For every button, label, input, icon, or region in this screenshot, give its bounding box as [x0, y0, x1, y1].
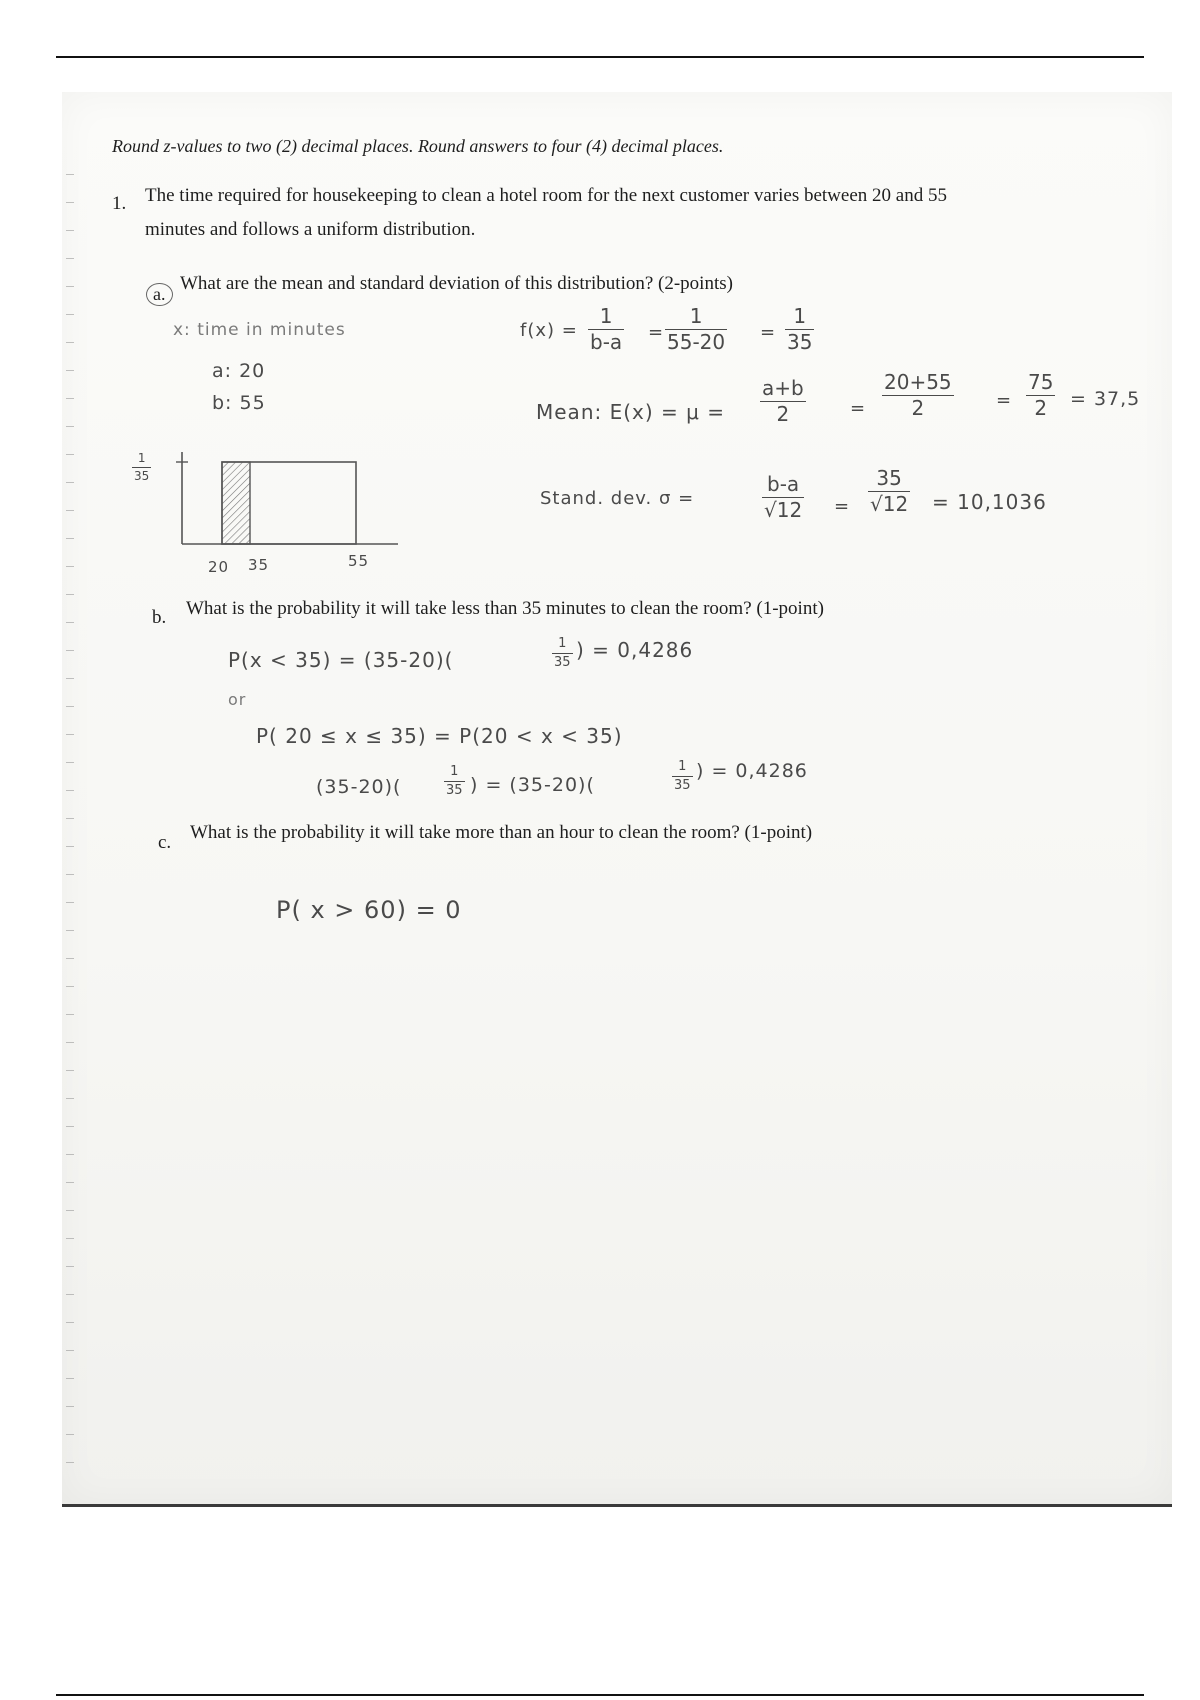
- graph-x-label-35: 35: [248, 556, 270, 574]
- hw-sd-denominator-2: √12: [870, 492, 909, 516]
- hw-b-line3-fraction-2: [672, 760, 693, 792]
- hw-b-line3-part3: ) = 0,4286: [696, 760, 808, 782]
- hw-b-line1-numerator: 1: [558, 636, 567, 651]
- hw-b-line3-denominator-2: 35: [674, 777, 691, 793]
- hw-mean-fraction-3: [1026, 372, 1055, 419]
- hw-sd-fraction-1: [762, 474, 804, 521]
- graph-x-label-20: 20: [208, 558, 230, 576]
- hw-mean-denominator-3: 2: [1034, 396, 1048, 420]
- hw-mean-denominator-1: 2: [776, 402, 790, 426]
- part-b-label: b.: [152, 607, 167, 628]
- top-rule: [56, 56, 1144, 58]
- hw-equals: =: [648, 322, 665, 343]
- hw-fx-numerator-1: 1: [599, 304, 613, 328]
- hw-b-line1: P(x < 35) = (35-20)(: [228, 648, 454, 672]
- part-a-label: a.: [146, 283, 173, 306]
- hw-mean-numerator-2: 20+55: [884, 370, 952, 394]
- hw-mean-fraction-1: [760, 378, 806, 425]
- hw-equals: =: [850, 398, 867, 419]
- hw-fx-denominator-2: 55-20: [667, 330, 726, 354]
- hw-fx-denominator-1: b-a: [590, 330, 623, 354]
- hw-variable-definition: x: time in minutes: [173, 320, 346, 340]
- hw-b-line1-fraction: [552, 637, 573, 669]
- hw-b-line3-numerator-1: 1: [450, 764, 459, 779]
- question-number: 1.: [112, 193, 127, 214]
- graph-x-label-55: 55: [348, 552, 370, 570]
- hw-fx-denominator-3: 35: [787, 330, 813, 354]
- part-a-question: What are the mean and standard deviation of this distribution? (2-points): [180, 273, 733, 294]
- hw-equals: =: [996, 390, 1013, 411]
- hw-fx-fraction-2: [665, 306, 727, 353]
- hw-sd-numerator-1: b-a: [767, 472, 800, 496]
- hw-fx-numerator-2: 1: [689, 304, 703, 328]
- hw-b-line3-part2: ) = (35-20)(: [470, 774, 595, 796]
- graph-y-label-denominator: 35: [134, 468, 150, 483]
- hw-mean-fraction-2: [882, 372, 954, 419]
- hw-sd-denominator-1: √12: [764, 498, 803, 522]
- hw-b-line3-denominator-1: 35: [446, 782, 463, 798]
- hw-b-line2: P( 20 ≤ x ≤ 35) = P(20 < x < 35): [256, 724, 623, 748]
- hw-a-value: a: 20: [212, 360, 266, 382]
- hw-b-line3-fraction-1: [444, 765, 465, 797]
- hw-equals: =: [760, 322, 777, 343]
- part-c-question: What is the probability it will take more than an hour to clean the room? (1-point): [190, 822, 813, 843]
- hw-fx-numerator-3: 1: [793, 304, 807, 328]
- hw-sd-result: = 10,1036: [932, 490, 1047, 514]
- hw-mean-result: = 37,5: [1070, 388, 1141, 410]
- uniform-distribution-sketch: [130, 440, 410, 550]
- hw-sd-numerator-2: 35: [876, 466, 902, 490]
- bottom-rule: [56, 1694, 1144, 1696]
- hw-mean-numerator-1: a+b: [762, 376, 804, 400]
- hw-b-line3-part1: (35-20)(: [316, 776, 402, 798]
- hw-b-line3-numerator-2: 1: [678, 759, 687, 774]
- part-c-label: c.: [158, 832, 172, 853]
- hw-fx-label: f(x) =: [520, 320, 578, 341]
- question-text-line2: minutes and follows a uniform distribution.: [145, 219, 476, 240]
- hw-b-line1-denominator: 35: [554, 654, 571, 670]
- part-b-question: What is the probability it will take less than 35 minutes to clean the room? (1-point): [186, 598, 824, 619]
- hw-b-line1-end: ) = 0,4286: [576, 638, 694, 662]
- margin-tick-marks: [66, 150, 74, 1480]
- graph-y-label-numerator: 1: [137, 451, 146, 465]
- hw-fx-fraction-1: [588, 306, 624, 353]
- scanned-worksheet: [62, 92, 1172, 1507]
- hw-sd-label: Stand. dev. σ =: [540, 488, 695, 509]
- hw-fx-fraction-3: [785, 306, 814, 353]
- instructions: Round z-values to two (2) decimal places. Round answers to four (4) decimal places.: [112, 136, 724, 156]
- hw-b-value: b: 55: [212, 392, 266, 414]
- hw-sd-fraction-2: [868, 468, 910, 515]
- hw-mean-denominator-2: 2: [911, 396, 925, 420]
- hw-c-answer: P( x > 60) = 0: [276, 896, 462, 924]
- graph-shaded-area: [222, 462, 250, 544]
- hw-b-or: or: [228, 690, 247, 709]
- question-text-line1: The time required for housekeeping to clean a hotel room for the next customer varies between 20 and 55: [145, 185, 947, 206]
- hw-equals: =: [834, 496, 851, 517]
- hw-mean-numerator-3: 75: [1028, 370, 1054, 394]
- hw-mean-label: Mean: E(x) = μ =: [536, 400, 725, 424]
